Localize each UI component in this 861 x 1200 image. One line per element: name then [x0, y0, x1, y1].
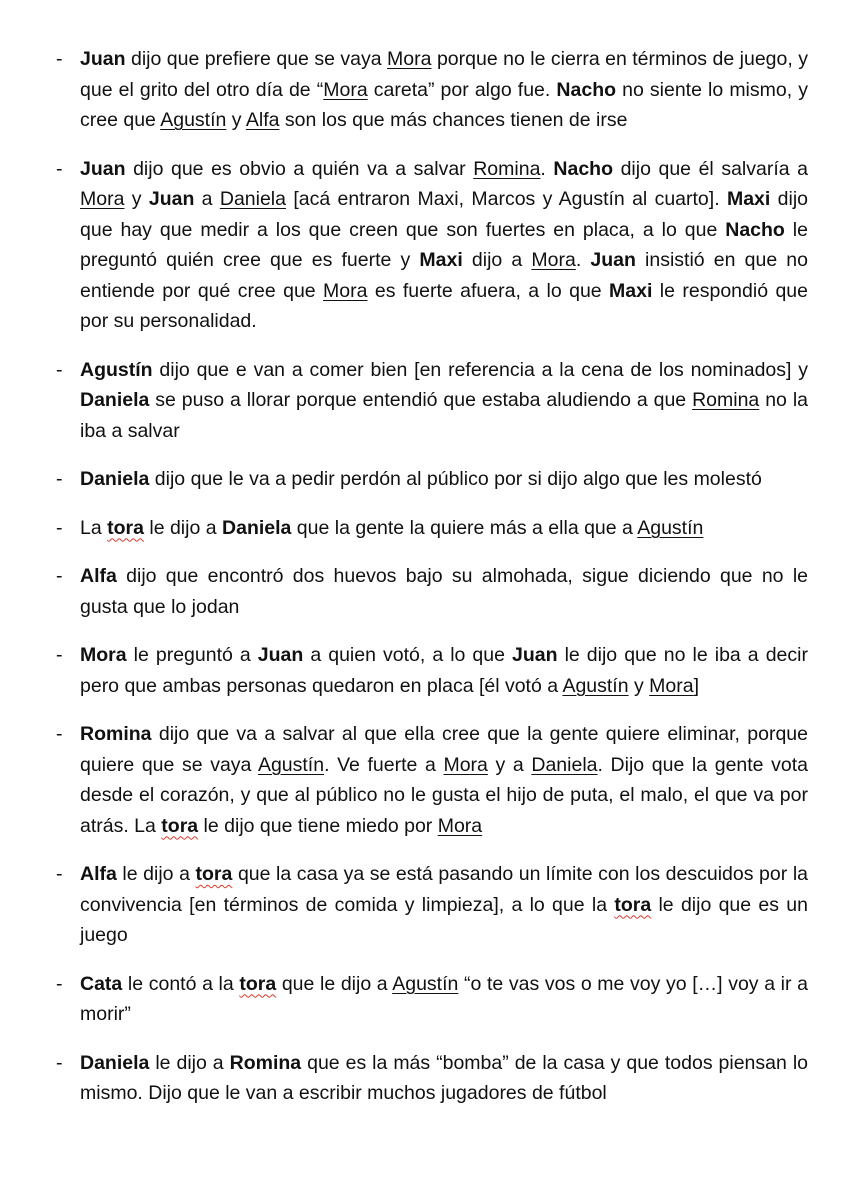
bold-name: Juan: [80, 48, 126, 70]
text-run: y: [124, 188, 149, 210]
text-run: le dijo a: [149, 1051, 230, 1074]
text-run: le respondió que por su personalidad.: [80, 279, 808, 332]
underlined-name: Agustín: [392, 972, 459, 995]
text-run: “o te vas vos o me voy yo […] voy a ir a morir”: [80, 972, 808, 1025]
underlined-name: Mora: [443, 753, 488, 776]
bold-name: Romina: [80, 723, 152, 745]
text-run: le preguntó quién cree que es fuerte y: [80, 218, 808, 271]
text-run: dijo que hay que medir a los que creen que son fuertes en placa, a lo que: [80, 188, 808, 241]
underlined-name: Alfa: [245, 109, 280, 131]
bold-name: Juan: [257, 644, 304, 666]
text-run: que le dijo a: [276, 972, 393, 995]
text-run: le contó a la: [122, 972, 240, 995]
bold-name: Alfa: [80, 565, 117, 587]
underlined-name: Mora: [323, 279, 368, 302]
text-run: le dijo que no le iba a decir pero que ambas personas quedaron en placa [él votó a: [80, 644, 808, 697]
text-run: ]: [693, 674, 700, 697]
bold-name: Nacho: [553, 157, 614, 180]
misspelled-word: tora: [195, 863, 233, 885]
list-item: [0, 859, 808, 951]
bold-name: Alfa: [80, 863, 117, 885]
underlined-name: Mora: [437, 814, 483, 837]
underlined-name: Mora: [387, 48, 432, 70]
bold-name: Nacho: [725, 218, 785, 241]
bold-name: Maxi: [726, 188, 771, 210]
text-run: le dijo a: [116, 863, 196, 885]
text-run: . Ve fuerte a: [324, 753, 444, 776]
text-run: se puso a llorar porque entendió que estaba aludiendo a que: [149, 389, 693, 411]
bold-name: Daniela: [80, 389, 150, 411]
text-run: que la gente la quiere más a ella que a: [291, 516, 638, 539]
text-run: dijo que prefiere que se vaya: [125, 48, 388, 70]
text-run: dijo que le va a pedir perdón al público por si dijo algo que les molestó: [149, 468, 762, 490]
bold-name: Agustín: [80, 358, 153, 381]
text-run: es fuerte afuera, a lo que: [367, 279, 610, 302]
underlined-name: Mora: [531, 249, 576, 271]
underlined-name: Mora: [323, 78, 368, 101]
misspelled-word: tora: [107, 516, 144, 539]
list-item: [0, 561, 808, 622]
text-run: dijo que va a salvar al que ella cree que la gente quiere eliminar, porque quiere que se vaya: [80, 723, 808, 776]
list-item: [0, 44, 808, 136]
underlined-name: Agustín: [562, 674, 629, 697]
text-run: .: [575, 249, 591, 271]
bullet-dash: -: [56, 644, 63, 666]
bold-name: Daniela: [80, 468, 150, 490]
bullet-dash: -: [56, 468, 63, 490]
bold-name: Nacho: [556, 78, 617, 101]
bold-name: Juan: [590, 249, 636, 271]
text-run: son los que más chances tienen de irse: [279, 109, 628, 131]
text-run: no siente lo mismo, y cree que: [80, 78, 808, 131]
text-run: no la iba a salvar: [80, 389, 808, 442]
list-item: [0, 640, 808, 701]
text-run: dijo que e van a comer bien [en referencia a la cena de los nominados] y: [152, 358, 808, 381]
bold-name: Juan: [148, 188, 195, 210]
bullet-dash: -: [56, 1051, 63, 1074]
text-run: dijo que él salvaría a: [613, 157, 808, 180]
text-run: y: [628, 674, 650, 697]
text-run: dijo a: [462, 249, 532, 271]
underlined-name: Romina: [692, 389, 760, 411]
text-run: La: [80, 516, 108, 539]
text-run: le dijo que es un juego: [80, 893, 808, 946]
underlined-name: Agustín: [637, 516, 704, 539]
list-item: [0, 154, 808, 337]
text-run: . Dijo que la gente vota desde el corazón, y que al público no le gusta el hijo de puta, el malo, el que va por atrás. La: [80, 753, 808, 837]
bullet-dash: -: [56, 157, 63, 180]
text-run: le dijo a: [143, 516, 223, 539]
list-item: [0, 719, 808, 841]
list-item: [0, 1048, 808, 1109]
document-body: [0, 44, 861, 1127]
underlined-name: Daniela: [219, 188, 286, 210]
bullet-dash: -: [56, 516, 63, 539]
bullet-dash: -: [56, 358, 63, 381]
bullet-dash: -: [56, 565, 63, 587]
list-item: [0, 464, 808, 495]
bold-name: Romina: [229, 1051, 302, 1074]
bold-name: Maxi: [609, 279, 653, 302]
text-run: le dijo que tiene miedo por: [198, 814, 438, 837]
misspelled-word: tora: [614, 893, 652, 916]
text-run: le preguntó a: [126, 644, 258, 666]
text-run: a quien votó, a lo que: [303, 644, 513, 666]
text-run: a: [194, 188, 220, 210]
underlined-name: Agustín: [160, 109, 227, 131]
text-run: porque no le cierra en términos de juego, y que el grito del otro día de “: [80, 48, 808, 101]
text-run: dijo que es obvio a quién va a salvar: [125, 157, 474, 180]
bullet-dash: -: [56, 723, 63, 745]
misspelled-word: tora: [239, 972, 277, 995]
bold-name: Daniela: [222, 516, 292, 539]
misspelled-word: tora: [161, 814, 199, 837]
list-item: [0, 969, 808, 1030]
underlined-name: Mora: [80, 188, 125, 210]
underlined-name: Daniela: [531, 753, 598, 776]
text-run: que la casa ya se está pasando un límite con los descuidos por la convivencia [en términos de comida y limpieza], a lo que la: [80, 863, 808, 916]
bullet-dash: -: [56, 863, 63, 885]
underlined-name: Mora: [649, 674, 694, 697]
bold-name: Maxi: [419, 249, 463, 271]
bold-name: Juan: [80, 157, 126, 180]
text-run: careta” por algo fue.: [367, 78, 557, 101]
bullet-dash: -: [56, 972, 63, 995]
text-run: y a: [487, 753, 532, 776]
bullet-dash: -: [56, 48, 63, 70]
list-item: [0, 513, 808, 544]
list-item: [0, 355, 808, 447]
bold-name: Juan: [512, 644, 558, 666]
text-run: .: [540, 157, 554, 180]
bold-name: Mora: [80, 644, 127, 666]
text-run: y: [226, 109, 246, 131]
text-run: que es la más “bomba” de la casa y que todos piensan lo mismo. Dijo que le van a escribir muchos jugadores de fútbol: [80, 1051, 808, 1104]
underlined-name: Agustín: [257, 753, 325, 776]
bold-name: Daniela: [80, 1051, 150, 1074]
bold-name: Cata: [80, 972, 123, 995]
text-run: insistió en que no entiende por qué cree que: [80, 249, 809, 302]
underlined-name: Romina: [473, 157, 541, 180]
text-run: [acá entraron Maxi, Marcos y Agustín al cuarto].: [286, 188, 727, 210]
text-run: dijo que encontró dos huevos bajo su almohada, sigue diciendo que no le gusta que lo jodan: [80, 565, 808, 618]
